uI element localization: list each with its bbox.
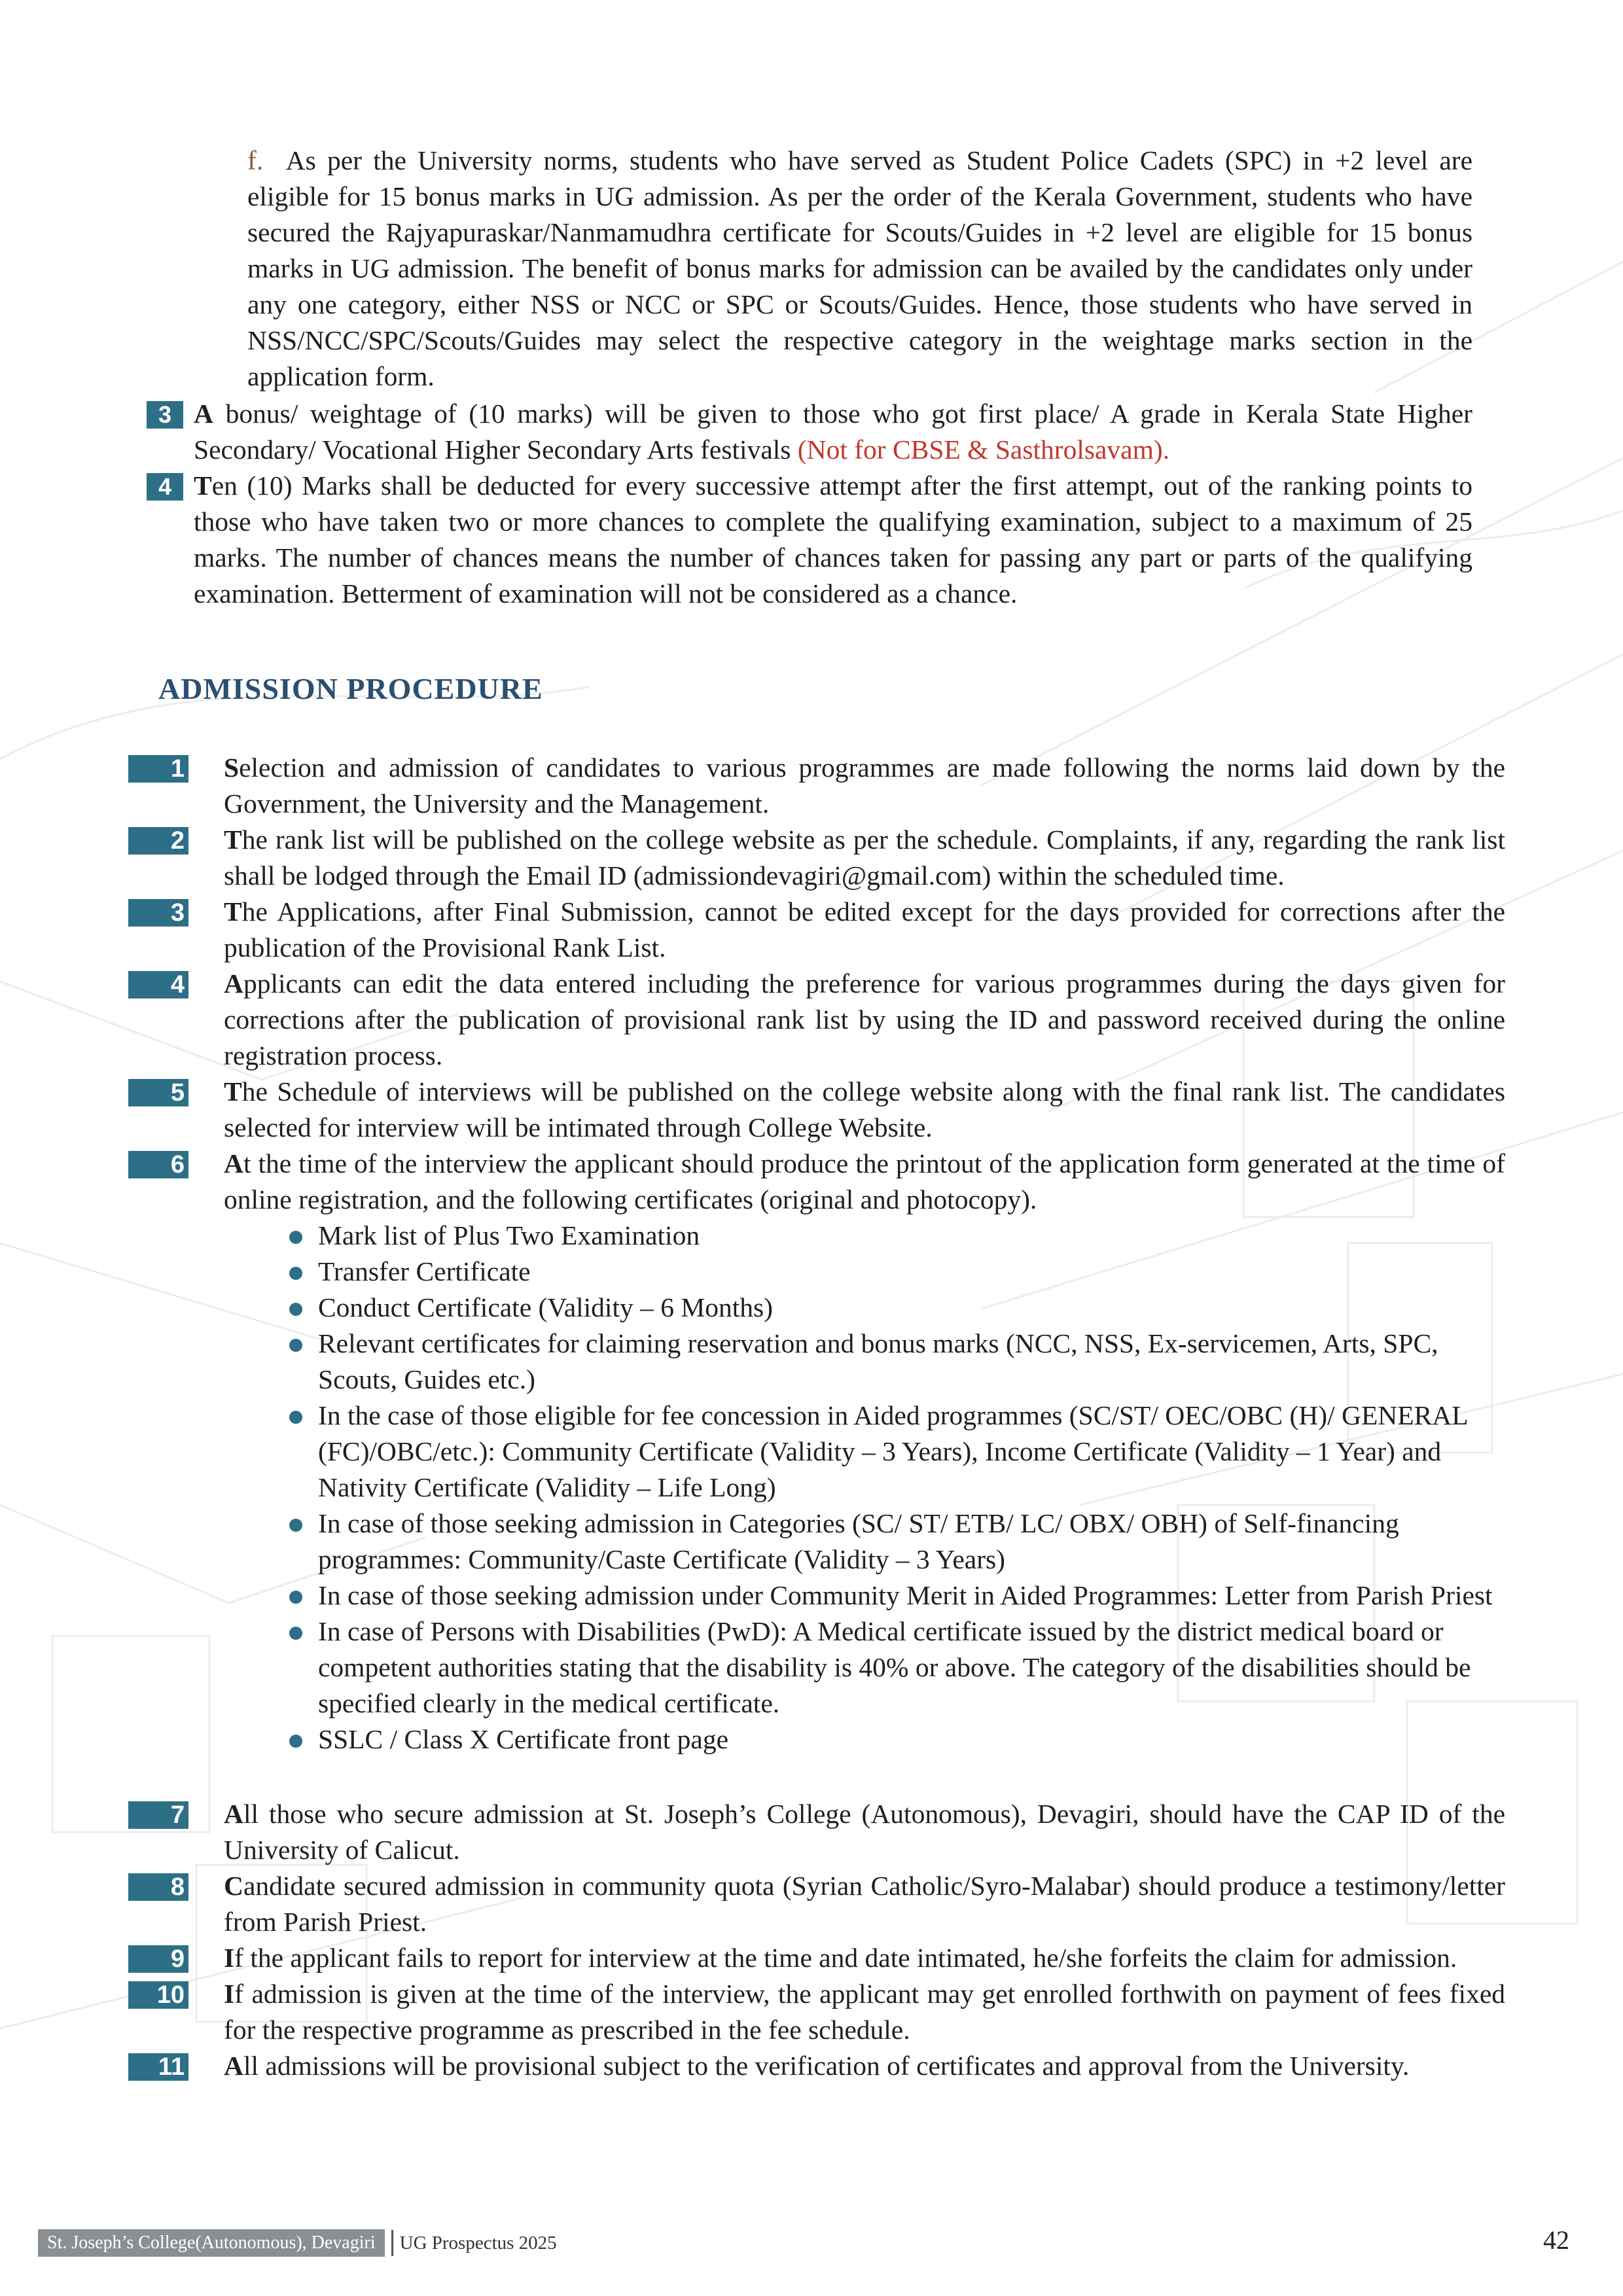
bullet-dot xyxy=(289,1735,302,1748)
procedure-item xyxy=(128,1074,1505,1146)
certificate-item xyxy=(277,1290,1501,1326)
bullet-dot xyxy=(289,1591,302,1604)
page-number: 42 xyxy=(1543,2225,1569,2255)
procedure-list xyxy=(128,750,1503,1218)
certificate-text: In case of those seeking admission in Categories (SC/ ST/ ETB/ LC/ OBX/ OBH) of Self-financing programmes: Community/Caste Certificate (Validity – 3 Years) xyxy=(318,1508,1399,1574)
item-body: f the applicant fails to report for interview at the time and date intimated, he/she forfeits the claim for admission. xyxy=(234,1943,1457,1973)
number-badge: 6 xyxy=(128,1151,188,1178)
item-first-letter: I xyxy=(224,1979,235,2009)
item-body: en (10) Marks shall be deducted for every successive attempt after the first attempt, out of the ranking points to those who have taken two or more chances to complete the qualifying examination, subject to a maximum of 25 marks. The number of chances means the number of chances taken for passing any part or parts of the qualifying examination. Betterment of examination will not be considered as a chance. xyxy=(194,470,1472,609)
footer-prospectus-title: UG Prospectus 2025 xyxy=(399,2232,557,2253)
highlight-note: (Not for CBSE & Sasthrolsavam). xyxy=(797,434,1170,465)
number-badge: 1 xyxy=(128,755,188,783)
certificate-text: In case of Persons with Disabilities (PwD): A Medical certificate issued by the district medical board or competent authorities stating that the disability is 40% or above. The category of the disabilities should be specified clearly in the medical certificate. xyxy=(318,1616,1471,1718)
procedure-item xyxy=(128,966,1505,1074)
certificate-item xyxy=(277,1218,1501,1254)
section-title: ADMISSION PROCEDURE xyxy=(158,672,543,705)
bullet-dot xyxy=(289,1339,302,1352)
procedure-item xyxy=(128,1796,1505,1868)
item-body: ll admissions will be provisional subject to the verification of certificates and approval from the University. xyxy=(243,2051,1410,2081)
item-body: he Schedule of interviews will be published on the college website along with the final rank list. The candidates selected for interview will be intimated through College Website. xyxy=(224,1076,1505,1142)
procedure-list-continued xyxy=(128,1796,1503,2084)
item-first-letter: A xyxy=(224,968,243,998)
item-first-letter: A xyxy=(224,1799,243,1829)
item-first-letter: I xyxy=(224,1943,235,1973)
number-badge: 8 xyxy=(128,1873,188,1901)
number-badge: 7 xyxy=(128,1801,188,1829)
certificate-item xyxy=(277,1578,1501,1614)
weightage-item-3 xyxy=(147,396,1472,468)
procedure-item xyxy=(128,1976,1505,2048)
item-text xyxy=(194,396,1472,468)
certificate-text: Relevant certificates for claiming reservation and bonus marks (NCC, NSS, Ex-servicemen, Arts, SPC, Scouts, Guides etc.) xyxy=(318,1328,1438,1394)
number-badge: 5 xyxy=(128,1079,188,1106)
item-body: election and admission of candidates to various programmes are made following the norms laid down by the Government, the University and the Management. xyxy=(224,752,1505,819)
item-first-letter: A xyxy=(224,2051,243,2081)
certificate-item xyxy=(277,1722,1501,1757)
item-first-letter: T xyxy=(224,1076,242,1106)
certificate-item xyxy=(277,1506,1501,1578)
item-body: he Applications, after Final Submission, cannot be edited except for the days provided for corrections after the publication of the Provisional Rank List. xyxy=(224,896,1505,963)
item-first-letter: T xyxy=(194,470,212,501)
bullet-dot xyxy=(289,1267,302,1280)
item-body: t the time of the interview the applicant should produce the printout of the application form generated at the time of online registration, and the following certificates (original and photocopy). xyxy=(224,1148,1505,1214)
item-body: pplicants can edit the data entered including the preference for various programmes during the days given for corrections after the publication of provisional rank list by using the ID and password received during the online registration process. xyxy=(224,968,1505,1070)
subitem-f xyxy=(247,143,1472,395)
item-first-letter: T xyxy=(224,896,242,927)
certificate-text: In the case of those eligible for fee concession in Aided programmes (SC/ST/ OEC/OBC (H)/ GENERAL (FC)/OBC/etc.): Community Certificate (Validity – 3 Years), Income Certificate (Validity – 1 Year) and Nativity Certificate (Validity – Life Long) xyxy=(318,1400,1468,1502)
subitem-f-text: As per the University norms, students who have served as Student Police Cadets (SPC) in +2 level are eligible for 15 bonus marks in UG admission. As per the order of the Kerala Government, students who have secured the Rajyapuraskar/Nanmamudhra certificate for Scouts/Guides in +2 level are eligible for 15 bonus marks in UG admission. The benefit of bonus marks for admission can be availed by the candidates only under any one category, either NSS or NCC or SPC or Scouts/Guides. Hence, those students who have served in NSS/NCC/SPC/Scouts/Guides may select the respective category in the weightage marks section in the application form. xyxy=(247,145,1472,391)
procedure-item xyxy=(128,750,1505,822)
item-body: andidate secured admission in community quota (Syrian Catholic/Syro-Malabar) should produce a testimony/letter from Parish Priest. xyxy=(224,1871,1505,1937)
number-badge: 2 xyxy=(128,827,188,855)
procedure-item xyxy=(128,2048,1505,2084)
bullet-dot xyxy=(289,1627,302,1640)
bullet-dot xyxy=(289,1231,302,1244)
certificate-item xyxy=(277,1254,1501,1290)
page-footer xyxy=(38,2229,557,2257)
number-badge: 11 xyxy=(128,2053,188,2081)
number-badge: 3 xyxy=(128,899,188,927)
certificate-text: Mark list of Plus Two Examination xyxy=(318,1220,700,1250)
weightage-item-4 xyxy=(147,468,1472,612)
certificate-item xyxy=(277,1326,1501,1398)
footer-college-name: St. Joseph’s College(Autonomous), Devagiri xyxy=(38,2229,385,2257)
procedure-item xyxy=(128,1940,1505,1976)
procedure-item xyxy=(128,1868,1505,1940)
number-badge: 4 xyxy=(128,971,188,998)
number-badge: 3 xyxy=(147,401,183,429)
number-badge: 10 xyxy=(128,1981,188,2009)
certificate-list xyxy=(128,1218,1501,1757)
certificate-text: SSLC / Class X Certificate front page xyxy=(318,1724,728,1754)
item-first-letter: S xyxy=(224,752,240,783)
procedure-item xyxy=(128,1146,1505,1218)
bullet-dot xyxy=(289,1411,302,1424)
certificate-text: Transfer Certificate xyxy=(318,1256,531,1286)
item-text xyxy=(194,468,1472,612)
item-body: bonus/ weightage of (10 marks) will be given to those who got first place/ A grade in Kerala State Higher Secondary/ Vocational Higher Secondary Arts festivals xyxy=(194,398,1472,465)
subitem-f-letter: f. xyxy=(247,145,264,175)
number-badge: 9 xyxy=(128,1945,188,1973)
item-body: f admission is given at the time of the interview, the applicant may get enrolled forthwith on payment of fees fixed for the respective programme as prescribed in the fee schedule. xyxy=(224,1979,1505,2045)
item-first-letter: A xyxy=(224,1148,243,1178)
item-first-letter: T xyxy=(224,824,242,855)
certificate-item xyxy=(277,1398,1501,1506)
bullet-dot xyxy=(289,1519,302,1532)
certificate-item xyxy=(277,1614,1501,1722)
certificate-text: In case of those seeking admission under Community Merit in Aided Programmes: Letter from Parish Priest xyxy=(318,1580,1493,1610)
procedure-item xyxy=(128,894,1505,966)
certificate-text: Conduct Certificate (Validity – 6 Months) xyxy=(318,1292,774,1322)
footer-separator xyxy=(391,2230,393,2256)
item-first-letter: C xyxy=(224,1871,243,1901)
item-body: he rank list will be published on the college website as per the schedule. Complaints, if any, regarding the rank list shall be lodged through the Email ID (admissiondevagiri@gmail.com) within the scheduled time. xyxy=(224,824,1505,891)
bullet-dot xyxy=(289,1303,302,1316)
item-first-letter: A xyxy=(194,398,213,429)
procedure-item xyxy=(128,822,1505,894)
item-body: ll those who secure admission at St. Joseph’s College (Autonomous), Devagiri, should have the CAP ID of the University of Calicut. xyxy=(224,1799,1505,1865)
number-badge: 4 xyxy=(147,473,183,501)
